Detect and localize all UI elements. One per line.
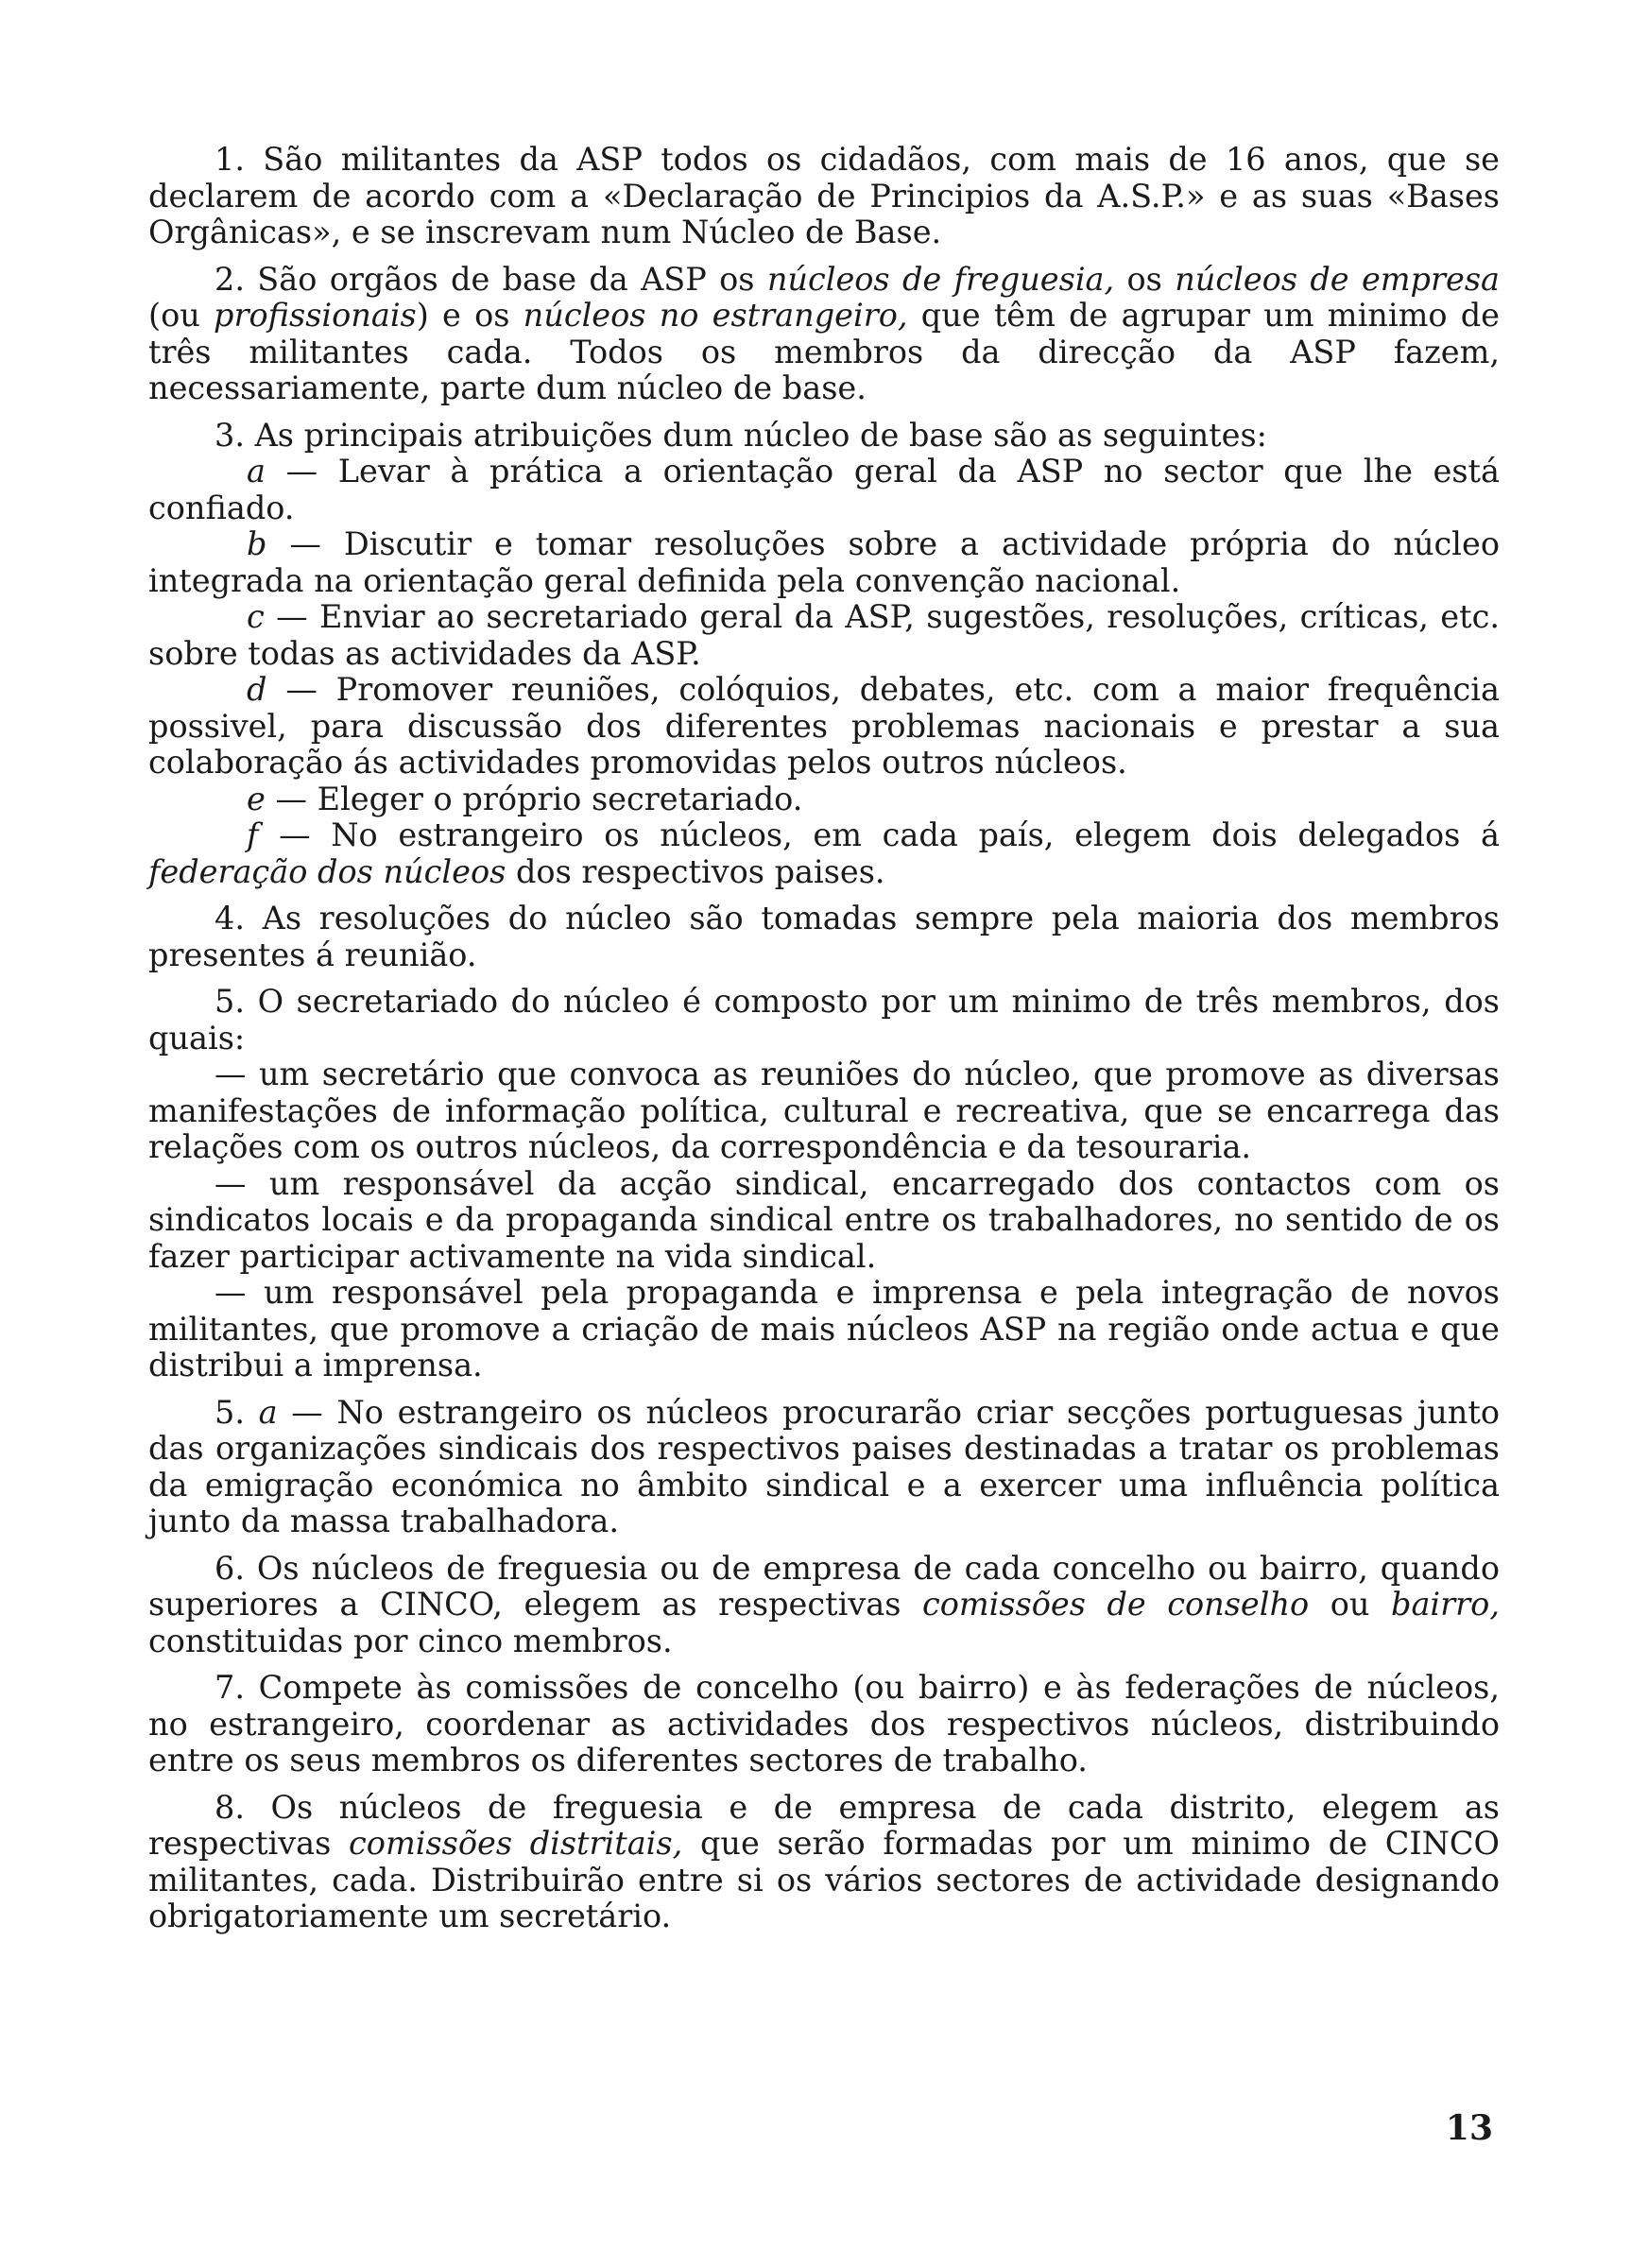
- page-number: 13: [1445, 2108, 1493, 2148]
- item-3a: a — Levar à prática a orientação geral da ASP no sector que lhe está confiado.: [148, 453, 1500, 526]
- paragraph-6: 6. Os núcleos de freguesia ou de empresa de cada concelho ou bairro, quando superiores a CINCO, elegem as respectivas comissões de conselho ou bairro, constituidas por cinco membros.: [148, 1549, 1500, 1659]
- item-3e: e — Eleger o próprio secretariado.: [247, 780, 803, 817]
- paragraph-5a: 5. a — No estrangeiro os núcleos procurarão criar secções portuguesas junto das organizações sindicais dos respectivos paises destinadas a tratar os problemas da emigração económica no âmbito sindical e a exercer uma influência política junto da massa trabalhadora.: [148, 1393, 1500, 1539]
- paragraph-5: 5. O secretariado do núcleo é composto por um minimo de três membros, dos quais:: [148, 983, 1500, 1057]
- item-5-secretario: — um secretário que convoca as reuniões do núcleo, que promove as diversas manifestações de informação política, cultural e recreativa, que se encarrega das relações com os outros núcleos, da correspondência e da tesouraria.: [148, 1056, 1500, 1165]
- item-3f: f — No estrangeiro os núcleos, em cada país, elegem dois delegados á federação dos núcleos dos respectivos paises.: [148, 816, 1500, 890]
- item-3c: c — Enviar ao secretariado geral da ASP, sugestões, resoluções, críticas, etc. sobre todas as actividades da ASP.: [148, 598, 1500, 672]
- item-5-propaganda: — um responsável pela propaganda e imprensa e pela integração de novos militantes, que promove a criação de mais núcleos ASP na região onde actua e que distribui a imprensa.: [148, 1274, 1500, 1383]
- paragraph-7: 7. Compete às comissões de concelho (ou bairro) e às federações de núcleos, no estrangeiro, coordenar as actividades dos respectivos núcleos, distribuindo entre os seus membros os diferentes sectores de trabalho.: [148, 1669, 1500, 1778]
- paragraph-4: 4. As resoluções do núcleo são tomadas sempre pela maioria dos membros presentes á reunião.: [148, 900, 1500, 973]
- paragraph-1: 1. São militantes da ASP todos os cidadãos, com mais de 16 anos, que se declarem de acordo com a «Declaração de Principios da A.S.P.» e as suas «Bases Orgânicas», e se inscrevam num Núcleo de Base.: [148, 141, 1500, 250]
- item-3d: d — Promover reuniões, colóquios, debates, etc. com a maior frequência possivel, para discussão dos diferentes problemas nacionais e prestar a sua colaboração ás actividades promovidas pelos outros núcleos.: [148, 671, 1500, 781]
- document-body: [148, 142, 1500, 1935]
- item-5-sindical: — um responsável da acção sindical, encarregado dos contactos com os sindicatos locais e da propaganda sindical entre os trabalhadores, no sentido de os fazer participar activamente na vida sindical.: [148, 1164, 1500, 1275]
- paragraph-8: 8. Os núcleos de freguesia e de empresa de cada distrito, elegem as respectivas comissões distritais, que serão formadas por um minimo de CINCO militantes, cada. Distribuirão entre si os vários sectores de actividade designando obrigatoriamente um secretário.: [148, 1788, 1500, 1934]
- item-3b: b — Discutir e tomar resoluções sobre a actividade própria do núcleo integrada na orientação geral definida pela convenção nacional.: [148, 525, 1500, 599]
- paragraph-3: 3. As principais atribuições dum núcleo de base são as seguintes:: [215, 416, 1267, 454]
- paragraph-2: 2. São orgãos de base da ASP os núcleos de freguesia, os núcleos de empresa (ou profissionais) e os núcleos no estrangeiro, que têm de agrupar um minimo de três militantes cada. Todos os membros da direcção da ASP fazem, necessariamente, parte dum núcleo de base.: [148, 260, 1500, 406]
